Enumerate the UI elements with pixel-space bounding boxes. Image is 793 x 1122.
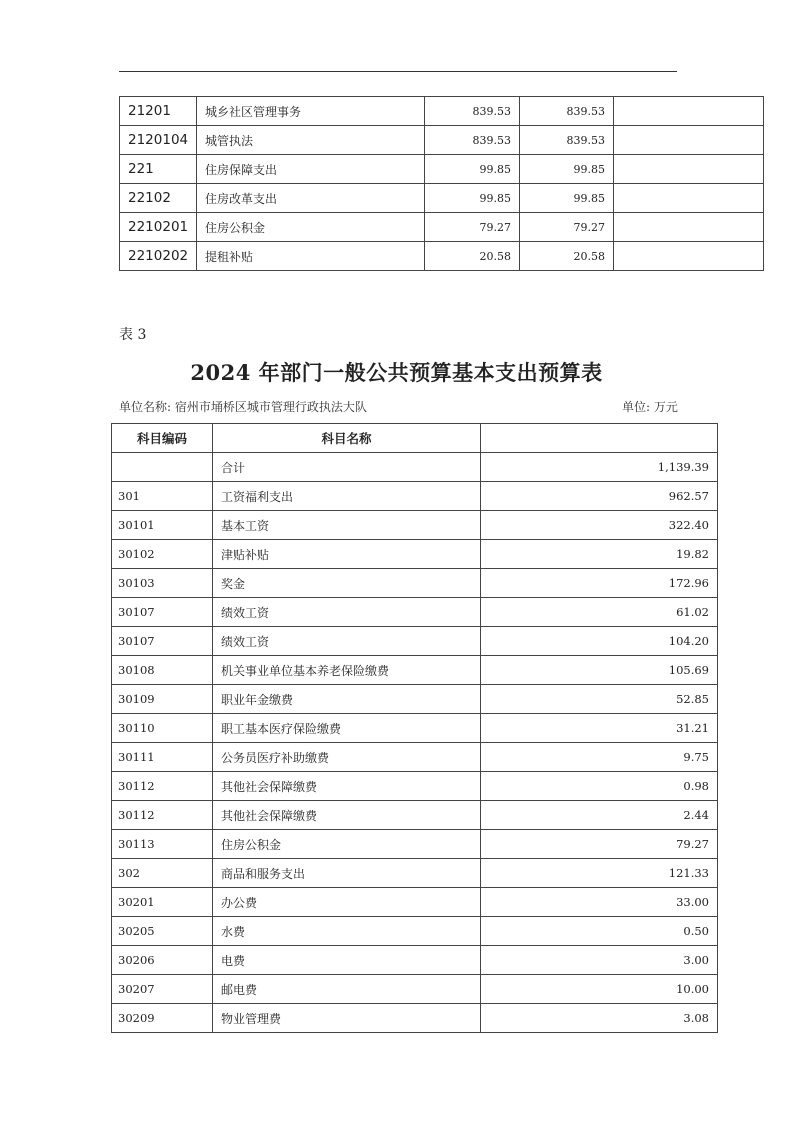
row-code: 22102: [120, 184, 197, 213]
row-name: 职工基本医疗保险缴费: [213, 714, 481, 743]
table-row: [120, 184, 764, 213]
row-value-1: 79.27: [425, 213, 520, 242]
header-name: 科目名称: [213, 424, 481, 453]
row-code: 301: [112, 482, 213, 511]
row-code: 30109: [112, 685, 213, 714]
row-code: 30112: [112, 772, 213, 801]
row-value-2: 20.58: [520, 242, 614, 271]
table-row: [112, 453, 718, 482]
row-name: 公务员医疗补助缴费: [213, 743, 481, 772]
table-row: [112, 714, 718, 743]
table-row: [112, 482, 718, 511]
row-value-3: [614, 184, 764, 213]
row-value-1: 839.53: [425, 126, 520, 155]
row-code: 30209: [112, 1004, 213, 1033]
row-name: 提租补贴: [197, 242, 425, 271]
row-value-2: 839.53: [520, 97, 614, 126]
row-value-1: 839.53: [425, 97, 520, 126]
row-code: 30207: [112, 975, 213, 1004]
row-amount: 172.96: [481, 569, 718, 598]
table-row: [112, 772, 718, 801]
continued-table: [119, 96, 764, 271]
row-name: 职业年金缴费: [213, 685, 481, 714]
row-name: 电费: [213, 946, 481, 975]
table-header-row: [112, 424, 718, 453]
row-name: 住房公积金: [197, 213, 425, 242]
row-amount: 61.02: [481, 598, 718, 627]
row-code: [112, 453, 213, 482]
row-code: 30112: [112, 801, 213, 830]
row-amount: 3.00: [481, 946, 718, 975]
row-name: 合计: [213, 453, 481, 482]
row-name: 住房公积金: [213, 830, 481, 859]
row-amount: 79.27: [481, 830, 718, 859]
row-value-2: 839.53: [520, 126, 614, 155]
row-code: 30102: [112, 540, 213, 569]
header-rule: [119, 71, 677, 72]
table-row: [112, 511, 718, 540]
row-amount: 105.69: [481, 656, 718, 685]
row-name: 其他社会保障缴费: [213, 772, 481, 801]
table-row: [120, 97, 764, 126]
row-amount: 1,139.39: [481, 453, 718, 482]
row-code: 2210202: [120, 242, 197, 271]
table-row: [120, 242, 764, 271]
row-name: 津贴补贴: [213, 540, 481, 569]
table-row: [112, 598, 718, 627]
table-row: [120, 213, 764, 242]
table-row: [112, 830, 718, 859]
row-code: 30111: [112, 743, 213, 772]
row-amount: 31.21: [481, 714, 718, 743]
page-title: 2024 年部门一般公共预算基本支出预算表: [190, 360, 603, 385]
row-code: 30113: [112, 830, 213, 859]
row-name: 商品和服务支出: [213, 859, 481, 888]
table-row: [112, 888, 718, 917]
row-amount: 962.57: [481, 482, 718, 511]
row-name: 邮电费: [213, 975, 481, 1004]
row-name: 城管执法: [197, 126, 425, 155]
row-value-3: [614, 155, 764, 184]
row-amount: 10.00: [481, 975, 718, 1004]
row-code: 30206: [112, 946, 213, 975]
row-code: 302: [112, 859, 213, 888]
table-row: [112, 859, 718, 888]
row-code: 30110: [112, 714, 213, 743]
row-value-2: 79.27: [520, 213, 614, 242]
row-value-3: [614, 126, 764, 155]
table-row: [112, 656, 718, 685]
row-name: 绩效工资: [213, 627, 481, 656]
table-row: [112, 627, 718, 656]
row-code: 30205: [112, 917, 213, 946]
budget-table-body: [112, 453, 718, 1033]
row-code: 30107: [112, 598, 213, 627]
table-row: [120, 155, 764, 184]
row-name: 住房改革支出: [197, 184, 425, 213]
row-name: 物业管理费: [213, 1004, 481, 1033]
row-code: 21201: [120, 97, 197, 126]
row-value-2: 99.85: [520, 155, 614, 184]
row-amount: 121.33: [481, 859, 718, 888]
table-label: 表 3: [119, 327, 147, 343]
table-row: [120, 126, 764, 155]
row-amount: 104.20: [481, 627, 718, 656]
row-code: 30103: [112, 569, 213, 598]
row-value-1: 20.58: [425, 242, 520, 271]
row-code: 2120104: [120, 126, 197, 155]
budget-table: [111, 423, 718, 1033]
table-row: [112, 743, 718, 772]
row-code: 2210201: [120, 213, 197, 242]
row-name: 工资福利支出: [213, 482, 481, 511]
table-row: [112, 801, 718, 830]
row-code: 30201: [112, 888, 213, 917]
row-amount: 19.82: [481, 540, 718, 569]
table-row: [112, 540, 718, 569]
row-amount: 52.85: [481, 685, 718, 714]
header-amount: [481, 424, 718, 453]
row-amount: 322.40: [481, 511, 718, 540]
row-value-1: 99.85: [425, 155, 520, 184]
table-row: [112, 975, 718, 1004]
row-name: 办公费: [213, 888, 481, 917]
row-amount: 2.44: [481, 801, 718, 830]
unit-name: 单位名称: 宿州市埇桥区城市管理行政执法大队: [119, 400, 367, 414]
row-amount: 33.00: [481, 888, 718, 917]
row-code: 30107: [112, 627, 213, 656]
row-value-1: 99.85: [425, 184, 520, 213]
row-amount: 0.50: [481, 917, 718, 946]
row-name: 绩效工资: [213, 598, 481, 627]
row-value-3: [614, 213, 764, 242]
continued-table-body: [120, 97, 764, 271]
table-row: [112, 685, 718, 714]
row-name: 奖金: [213, 569, 481, 598]
row-amount: 9.75: [481, 743, 718, 772]
header-code: 科目编码: [112, 424, 213, 453]
row-code: 30101: [112, 511, 213, 540]
row-name: 基本工资: [213, 511, 481, 540]
row-code: 30108: [112, 656, 213, 685]
row-name: 城乡社区管理事务: [197, 97, 425, 126]
row-name: 机关事业单位基本养老保险缴费: [213, 656, 481, 685]
row-value-2: 99.85: [520, 184, 614, 213]
table-row: [112, 569, 718, 598]
row-amount: 0.98: [481, 772, 718, 801]
table-row: [112, 917, 718, 946]
row-value-3: [614, 97, 764, 126]
row-name: 其他社会保障缴费: [213, 801, 481, 830]
row-value-3: [614, 242, 764, 271]
row-name: 水费: [213, 917, 481, 946]
table-row: [112, 1004, 718, 1033]
table-row: [112, 946, 718, 975]
unit-label: 单位: 万元: [622, 400, 678, 414]
row-name: 住房保障支出: [197, 155, 425, 184]
row-amount: 3.08: [481, 1004, 718, 1033]
row-code: 221: [120, 155, 197, 184]
